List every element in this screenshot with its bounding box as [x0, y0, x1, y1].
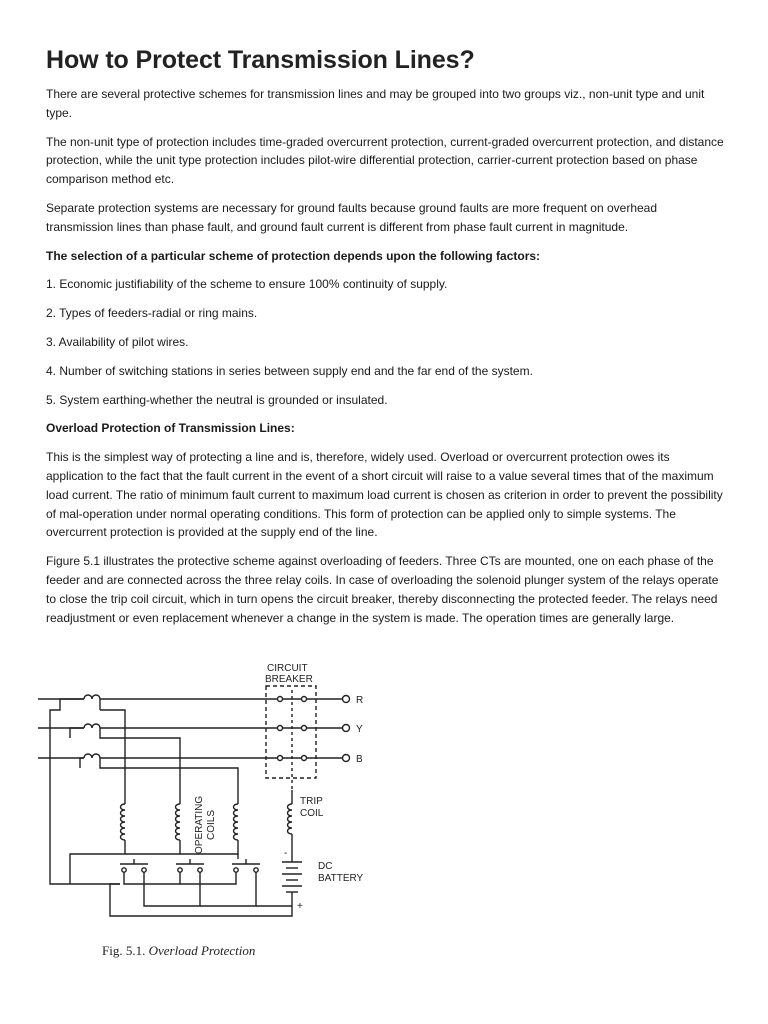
- paragraph-figure-description: Figure 5.1 illustrates the protective scheme against overloading of feeders. Three CTs are mounted, one on each phase of the feeder and are connected across the three relay coils. In case of overloading the solenoid plunger system of the relays operate to close the trip coil circuit, which in turn opens the circuit breaker, thereby disconnecting the protected feeder. The relays need readjustment or even replacement whenever a change in the system is made. The operation times are generally large.: [46, 554, 719, 625]
- factors-heading: The selection of a particular scheme of protection depends upon the following factors:: [46, 248, 541, 263]
- coils-label: COILS: [206, 809, 217, 840]
- paragraph-intro: There are several protective schemes for transmission lines and may be grouped into two groups viz., non-unit type and unit type.: [46, 87, 705, 120]
- caption-title: Overload Protection: [148, 943, 256, 958]
- breaker-label: BREAKER: [265, 674, 313, 685]
- battery-plus-label: +: [297, 901, 303, 912]
- terminal-r: [343, 696, 350, 703]
- phase-r-label: R: [356, 695, 364, 706]
- phase-y-label: Y: [356, 724, 363, 735]
- trip-coil: [288, 790, 293, 850]
- page-title: How to Protect Transmission Lines?: [46, 46, 475, 74]
- circuit-diagram-figure: [30, 654, 410, 964]
- battery-minus-label: -: [284, 848, 288, 859]
- dc-label: DC: [318, 861, 333, 872]
- breaker-contacts: [278, 690, 307, 790]
- trip-label: TRIP: [300, 796, 323, 807]
- factor-item-3: 3. Availability of pilot wires.: [46, 334, 189, 349]
- terminal-y: [343, 725, 350, 732]
- coil-label: COIL: [300, 808, 324, 819]
- phase-b-label: B: [356, 754, 363, 765]
- factor-item-1: 1. Economic justifiability of the scheme to ensure 100% continuity of supply.: [46, 277, 448, 292]
- overload-protection-diagram: [30, 654, 410, 944]
- terminal-b: [343, 755, 350, 762]
- circuit-label: CIRCUIT: [267, 663, 308, 674]
- caption-prefix: Fig. 5.1.: [102, 943, 146, 958]
- paragraph-non-unit: The non-unit type of protection includes time-graded overcurrent protection, current-graded overcurrent protection, and distance protection, while the unit type protection includes pilot-wire differential protection, carrier-current protection based on phase comparison method etc.: [46, 134, 724, 187]
- circuit-breaker-box: [266, 686, 316, 778]
- paragraph-ground-faults: Separate protection systems are necessary for ground faults because ground faults are more frequent on overhead transmission lines than phase fault, and ground fault current is different from phase fault current in magnitude.: [46, 200, 658, 234]
- factor-item-4: 4. Number of switching stations in series between supply end and the far end of the system.: [46, 363, 533, 378]
- factor-item-5: 5. System earthing-whether the neutral is grounded or insulated.: [46, 392, 388, 407]
- figure-caption: [102, 943, 255, 959]
- relay-contacts: [110, 859, 292, 916]
- section-heading-overload: Overload Protection of Transmission Lines:: [46, 421, 295, 436]
- ct-wiring: [50, 699, 238, 884]
- article-body: [46, 85, 726, 637]
- factor-item-2: 2. Types of feeders-radial or ring mains.: [46, 306, 258, 321]
- operating-label: OPERATING: [194, 795, 205, 854]
- battery-label: BATTERY: [318, 873, 364, 884]
- paragraph-overload: This is the simplest way of protecting a line and is, therefore, widely used. Overload or overcurrent protection owes its application to the fact that the fault current in the event of a short circuit will raise to a value several times that of the maximum load current. The ratio of minimum fault current to maximum load current is chosen as criterion in order to prevent the possibility of mal-operation under normal operating conditions. This form of protection can be applied only to simple systems. The overcurrent protection is provided at the supply end of the line.: [46, 450, 723, 540]
